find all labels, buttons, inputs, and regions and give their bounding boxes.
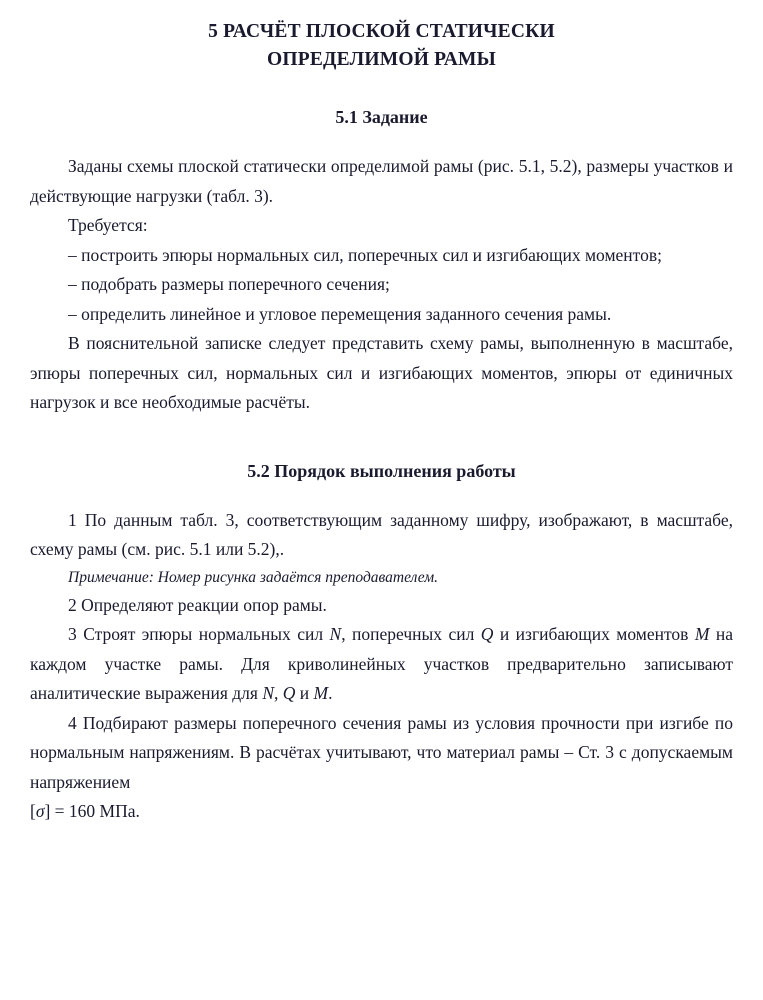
variable-q-1: Q	[480, 624, 494, 644]
paragraph-step-2: 2 Определяют реакции опор рамы.	[68, 594, 327, 615]
step3-part2: , поперечных сил	[341, 624, 481, 644]
paragraph-requirement-2: – подобрать размеры поперечного сечения;	[68, 274, 390, 294]
paragraph-task-intro: Заданы схемы плоской статически определимой рамы (рис. 5.1, 5.2), размеры участков и действующие нагрузки (табл. 3).	[30, 156, 733, 206]
paragraph-step-3	[30, 620, 733, 709]
paragraph-requirement-1: – построить эпюры нормальных сил, поперечных сил и изгибающих моментов;	[68, 244, 662, 265]
formula-value: = 160 МПа.	[50, 801, 140, 821]
step3-part1: 3 Строят эпюры нормальных сил	[68, 624, 330, 644]
variable-m-2: M	[313, 683, 329, 703]
step3-part7: .	[328, 683, 333, 703]
step3-part6: и	[295, 683, 314, 703]
section-heading-5-2: 5.2 Порядок выполнения работы	[247, 460, 516, 481]
section-heading-5-1: 5.1 Задание	[335, 107, 428, 127]
page-title	[30, 18, 733, 74]
variable-n-1: N	[329, 624, 342, 644]
step3-part5: ,	[274, 683, 283, 703]
formula-bracket-close: ]	[44, 801, 51, 821]
paragraph-requirement-3: – определить линейное и угловое перемещения заданного сечения рамы.	[68, 303, 612, 324]
step3-part3: и изгибающих моментов	[493, 624, 695, 644]
paragraph-remark: Примечание: Номер рисунка задаётся преподавателем.	[68, 568, 438, 586]
formula-bracket-open: [	[30, 801, 36, 821]
page-title-line-2: ОПРЕДЕЛИМОЙ РАМЫ	[267, 49, 496, 70]
formula-sigma-symbol: σ	[35, 801, 45, 821]
paragraph-required-label: Требуется:	[68, 215, 148, 235]
step3-part4: на каждом участке рамы. Для криволинейных участков предварительно записывают аналитические выражения для	[30, 624, 733, 703]
paragraph-explanatory-note: В пояснительной записке следует представить схему рамы, выполненную в масштабе, эпюры поперечных сил, нормальных сил и изгибающих моментов, эпюры от единичных нагрузок и все необходимые расчёты.	[30, 333, 733, 412]
paragraph-step-4: 4 Подбирают размеры поперечного сечения рамы из условия прочности при изгибе по нормальным напряжениям. В расчётах учитывают, что материал рамы – Ст. 3 с допускаемым напряжением	[30, 712, 733, 792]
paragraph-step-1: 1 По данным табл. 3, соответствующим заданному шифру, изображают, в масштабе, схему рамы (см. рис. 5.1 или 5.2),.	[30, 509, 733, 559]
variable-q-2: Q	[282, 683, 296, 703]
variable-m-1: M	[694, 624, 710, 644]
formula-allowable-stress	[30, 797, 733, 827]
page-title-line-1: 5 РАСЧЁТ ПЛОСКОЙ СТАТИЧЕСКИ	[208, 21, 555, 42]
variable-n-2: N	[262, 683, 275, 703]
